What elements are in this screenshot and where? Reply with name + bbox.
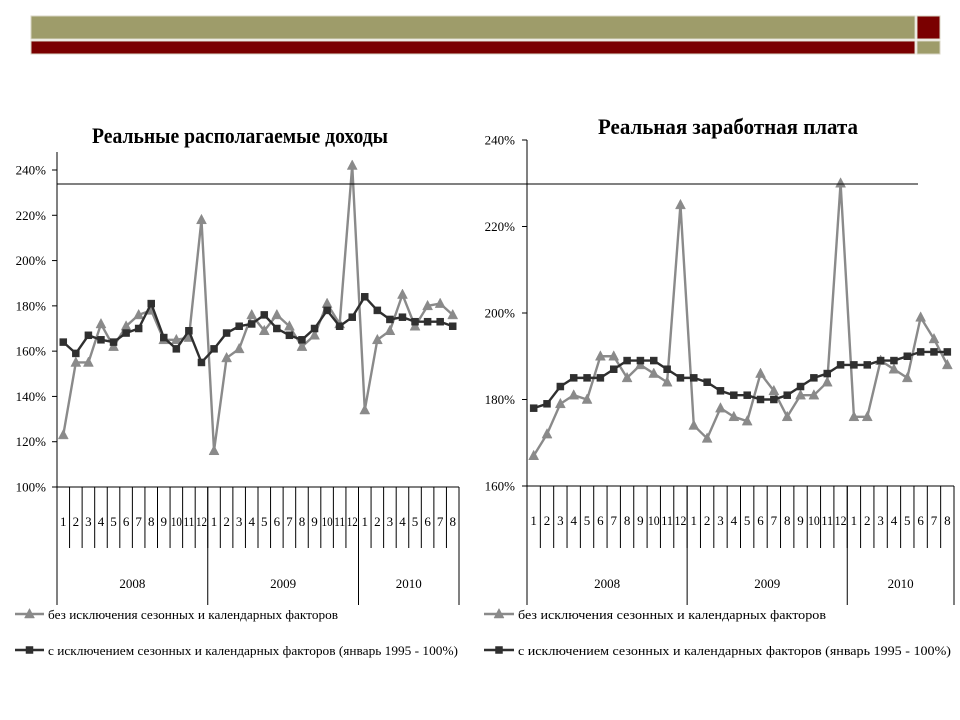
data-point — [890, 357, 897, 364]
data-point — [247, 309, 257, 319]
x-tick-label: 4 — [248, 514, 255, 529]
series-triangle — [529, 178, 953, 460]
x-tick-label: 7 — [436, 514, 444, 529]
x-tick-label: 5 — [743, 513, 751, 528]
legend-item — [15, 643, 458, 658]
data-point — [677, 374, 684, 381]
x-tick-label: 12 — [195, 514, 207, 529]
data-point — [96, 318, 106, 328]
legend-label: с исключением сезонных и календарных факторов (январь 1995 - 100%) — [518, 643, 951, 658]
data-point — [248, 320, 255, 327]
data-point — [757, 396, 764, 403]
data-point — [930, 348, 937, 355]
data-point — [385, 325, 395, 335]
axes — [485, 133, 954, 494]
x-tick-label: 2 — [864, 513, 871, 528]
x-tick-label: 7 — [770, 513, 778, 528]
data-point — [173, 345, 180, 352]
data-point — [399, 314, 406, 321]
x-tick-label: 1 — [530, 513, 537, 528]
x-tick-label: 8 — [783, 513, 791, 528]
x-tick-label: 5 — [904, 513, 911, 528]
year-label: 2010 — [395, 576, 422, 591]
x-tick-label: 1 — [361, 514, 369, 529]
year-label: 2008 — [119, 576, 146, 591]
x-tick-label: 2 — [703, 513, 711, 528]
x-tick-label: 9 — [797, 513, 804, 528]
x-tick-label: 4 — [730, 513, 738, 528]
data-point — [530, 405, 537, 412]
data-point — [797, 383, 804, 390]
data-point — [662, 377, 672, 387]
data-point — [916, 312, 926, 322]
series-line — [534, 183, 948, 455]
data-point — [322, 298, 332, 308]
data-point — [597, 374, 604, 381]
x-tick-label: 3 — [235, 514, 243, 529]
header-olive-bar — [31, 16, 915, 39]
y-tick-label: 240% — [15, 162, 46, 178]
x-tick-label: 2 — [374, 514, 381, 529]
legend-label: без исключения сезонных и календарных факторов — [48, 607, 338, 622]
data-point — [298, 336, 305, 343]
chart-title: Реальные располагаемые доходы — [92, 123, 388, 148]
x-tick-label: 9 — [160, 514, 168, 529]
data-point — [234, 343, 244, 353]
data-point — [864, 361, 871, 368]
data-point — [372, 334, 382, 344]
legend-item — [484, 607, 826, 622]
y-tick-label: 200% — [484, 305, 515, 321]
x-tick-label: 6 — [273, 514, 281, 529]
data-point — [336, 323, 343, 330]
x-tick-label: 6 — [917, 513, 924, 528]
data-point — [198, 359, 205, 366]
x-tick-label: 2 — [223, 514, 230, 529]
data-point — [770, 396, 777, 403]
data-point — [135, 325, 142, 332]
data-point — [944, 348, 951, 355]
header-olive-square — [917, 41, 940, 54]
data-point — [361, 293, 368, 300]
data-point — [664, 366, 671, 373]
data-point — [624, 357, 631, 364]
data-point — [544, 400, 551, 407]
x-tick-label: 10 — [321, 514, 333, 529]
data-point — [185, 327, 192, 334]
x-tick-label: 4 — [570, 513, 577, 528]
data-point — [570, 374, 577, 381]
x-tick-label: 12 — [834, 513, 847, 528]
y-tick-label: 160% — [484, 478, 515, 494]
x-tick-label: 3 — [557, 513, 564, 528]
data-point — [160, 334, 167, 341]
year-label: 2009 — [754, 576, 781, 591]
x-tick-label: 3 — [85, 514, 92, 529]
x-tick-label: 7 — [610, 513, 617, 528]
x-tick-label: 4 — [890, 513, 898, 528]
data-point — [904, 353, 911, 360]
x-tick-label: 1 — [690, 513, 698, 528]
data-point — [412, 318, 419, 325]
x-tick-label: 1 — [850, 513, 858, 528]
x-tick-label: 8 — [944, 513, 951, 528]
data-point — [360, 405, 370, 415]
x-tick-label: 4 — [399, 514, 406, 529]
x-tick-label: 2 — [543, 513, 551, 528]
data-point — [236, 323, 243, 330]
data-point — [273, 325, 280, 332]
x-tick-label: 11 — [183, 514, 195, 529]
y-tick-label: 200% — [15, 253, 46, 269]
data-point — [223, 330, 230, 337]
y-tick-label: 180% — [484, 392, 515, 407]
data-point — [584, 374, 591, 381]
header-dark-red-square — [917, 16, 940, 39]
data-point — [58, 429, 68, 439]
series-triangle — [58, 160, 457, 455]
data-point — [85, 332, 92, 339]
data-point — [837, 361, 844, 368]
data-point — [424, 318, 431, 325]
year-label: 2010 — [887, 576, 914, 591]
x-tick-label: 8 — [298, 514, 306, 529]
y-tick-label: 180% — [15, 298, 46, 314]
y-tick-label: 120% — [15, 434, 46, 450]
y-tick-label: 220% — [484, 219, 515, 234]
data-point — [689, 420, 699, 430]
x-tick-label: 1 — [210, 514, 218, 529]
x-tick-label: 3 — [386, 514, 394, 529]
legend — [15, 607, 458, 658]
x-category-labels — [57, 487, 459, 548]
data-point — [72, 350, 79, 357]
data-point — [222, 352, 232, 362]
x-tick-label: 2 — [72, 514, 80, 529]
x-tick-label: 1 — [60, 514, 67, 529]
data-point — [824, 370, 831, 377]
x-tick-label: 11 — [821, 513, 834, 528]
x-tick-label: 8 — [623, 513, 631, 528]
data-point — [704, 379, 711, 386]
data-point — [286, 332, 293, 339]
data-point — [555, 398, 565, 408]
y-tick-label: 140% — [15, 388, 46, 404]
data-point — [542, 429, 552, 439]
legend-item — [15, 607, 338, 622]
year-label: 2008 — [594, 576, 621, 591]
data-point — [148, 300, 155, 307]
data-point — [374, 307, 381, 314]
data-point — [690, 374, 697, 381]
data-point — [902, 372, 912, 382]
x-tick-label: 10 — [647, 513, 660, 528]
x-tick-label: 7 — [930, 513, 938, 528]
data-point — [324, 307, 331, 314]
header-bars — [31, 16, 940, 54]
header-dark-red-bar — [31, 41, 915, 54]
x-tick-label: 6 — [424, 514, 431, 529]
x-tick-label: 8 — [147, 514, 155, 529]
data-point — [784, 392, 791, 399]
data-point — [386, 316, 393, 323]
data-point — [437, 318, 444, 325]
data-point — [836, 178, 846, 188]
data-point — [209, 445, 219, 455]
x-tick-label: 5 — [411, 514, 419, 529]
square-marker-icon — [26, 647, 33, 654]
x-tick-label: 12 — [346, 514, 358, 529]
data-point — [211, 345, 218, 352]
chart-title: Реальная заработная плата — [598, 114, 858, 139]
x-tick-label: 9 — [311, 514, 318, 529]
data-point — [917, 348, 924, 355]
legend-label: без исключения сезонных и календарных факторов — [518, 607, 826, 622]
data-point — [569, 390, 579, 400]
data-point — [272, 309, 282, 319]
data-point — [349, 314, 356, 321]
data-point — [730, 392, 737, 399]
y-tick-label: 220% — [15, 207, 46, 223]
x-tick-label: 6 — [597, 513, 604, 528]
data-point — [435, 298, 445, 308]
x-tick-label: 5 — [261, 514, 268, 529]
legend — [484, 607, 951, 658]
data-point — [649, 368, 659, 378]
data-point — [196, 214, 206, 224]
data-point — [311, 325, 318, 332]
x-tick-label: 12 — [674, 513, 687, 528]
data-point — [397, 289, 407, 299]
legend-item — [484, 643, 951, 658]
chart-real-disposable-income — [15, 123, 459, 658]
x-tick-label: 8 — [449, 514, 456, 529]
data-point — [347, 160, 357, 170]
data-point — [675, 199, 685, 209]
y-tick-label: 100% — [15, 479, 46, 495]
legend-label: с исключением сезонных и календарных факторов (январь 1995 - 100%) — [48, 643, 458, 658]
y-tick-label: 240% — [484, 132, 515, 148]
data-point — [942, 359, 952, 369]
data-point — [850, 361, 857, 368]
x-tick-label: 6 — [122, 514, 130, 529]
x-tick-label: 4 — [97, 514, 105, 529]
data-point — [889, 364, 899, 374]
data-point — [650, 357, 657, 364]
data-point — [717, 387, 724, 394]
data-point — [449, 323, 456, 330]
data-point — [557, 383, 564, 390]
x-tick-label: 5 — [583, 513, 591, 528]
x-category-labels — [527, 486, 954, 548]
data-point — [715, 403, 725, 413]
series-line — [63, 165, 452, 450]
x-tick-label: 3 — [717, 513, 724, 528]
x-tick-label: 10 — [170, 514, 182, 529]
data-point — [123, 330, 130, 337]
data-point — [261, 311, 268, 318]
data-point — [110, 339, 117, 346]
data-point — [744, 392, 751, 399]
series-square — [60, 293, 456, 366]
x-tick-label: 3 — [877, 513, 884, 528]
data-point — [822, 377, 832, 387]
data-point — [60, 339, 67, 346]
data-point — [610, 366, 617, 373]
x-tick-label: 5 — [110, 514, 117, 529]
x-tick-label: 7 — [135, 514, 142, 529]
data-point — [810, 374, 817, 381]
year-label: 2009 — [270, 576, 297, 591]
square-marker-icon — [496, 647, 503, 654]
x-tick-label: 11 — [334, 514, 346, 529]
x-tick-label: 6 — [757, 513, 764, 528]
chart-real-wages — [484, 114, 954, 658]
data-point — [729, 411, 739, 421]
data-point — [97, 336, 104, 343]
x-tick-label: 9 — [637, 513, 644, 528]
x-tick-label: 11 — [661, 513, 674, 528]
data-point — [756, 368, 766, 378]
x-tick-label: 10 — [807, 513, 820, 528]
data-point — [877, 357, 884, 364]
y-tick-label: 160% — [15, 343, 46, 359]
x-tick-label: 7 — [286, 514, 293, 529]
data-point — [637, 357, 644, 364]
